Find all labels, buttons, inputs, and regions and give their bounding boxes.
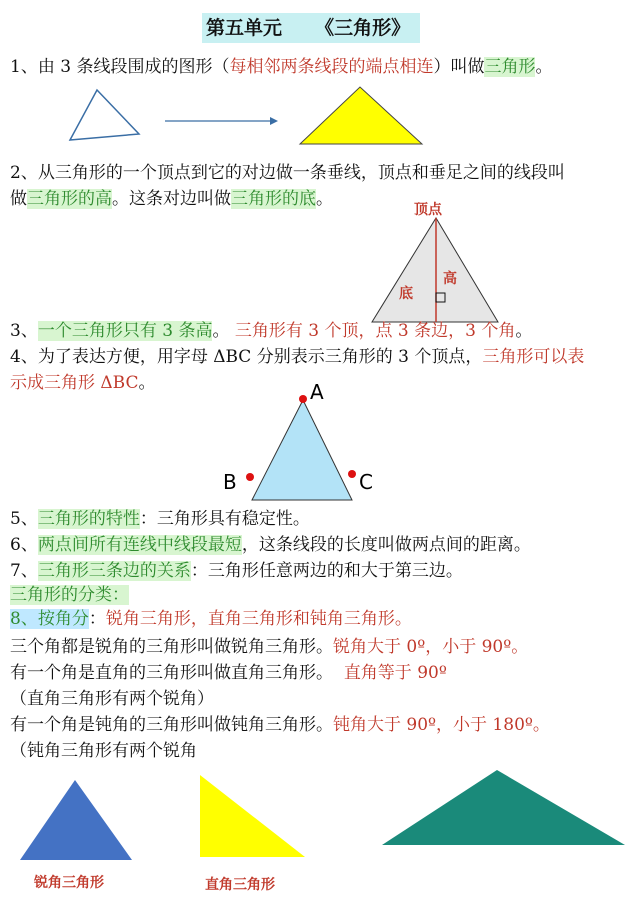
- vertex-c-dot: [348, 470, 356, 478]
- obtuse-note: （钝角三角形有两个锐角: [10, 741, 197, 761]
- height-label: 高: [443, 271, 457, 287]
- item-2-line-2: 做三角形的高。这条对边叫做三角形的底。: [10, 189, 333, 209]
- page-title: [202, 13, 420, 43]
- obtuse-definition: 有一个角是钝角的三角形叫做钝角三角形。钝角大于 90º，小于 180º。: [10, 715, 550, 735]
- obtuse-triangle: [382, 770, 625, 845]
- right-caption: 直角三角形: [205, 877, 275, 893]
- item-4-line-1: 4、为了表达方便，用字母 ΔBC 分别表示三角形的 3 个顶点，三角形可以表: [10, 347, 585, 367]
- vertex-label: 顶点: [414, 202, 442, 218]
- item-4-line-2: 示成三角形 ΔBC。: [10, 373, 156, 393]
- vertex-b-dot: [246, 473, 254, 481]
- topic-label: 《三角形》: [315, 17, 411, 39]
- right-note: （直角三角形有两个锐角）: [10, 689, 214, 709]
- item-8: 8、按角分：锐角三角形，直角三角形和钝角三角形。: [10, 609, 412, 629]
- acute-triangle: [20, 780, 132, 860]
- yellow-triangle: [300, 87, 422, 144]
- vertex-b-label: B: [223, 470, 237, 494]
- outline-triangle: [70, 90, 139, 140]
- abc-triangle: [252, 400, 352, 500]
- base-label: 底: [399, 286, 413, 302]
- classify-heading: 三角形的分类：: [10, 585, 129, 605]
- item-1: 1、由 3 条线段围成的图形（每相邻两条线段的端点相连）叫做三角形。: [10, 57, 553, 77]
- right-definition: 有一个角是直角的三角形叫做直角三角形。 直角等于 90º: [10, 663, 447, 683]
- item-3: 3、一个三角形只有 3 条高。 三角形有 3 个顶，点 3 条边，3 个角。: [10, 321, 533, 341]
- acute-definition: 三个角都是锐角的三角形叫做锐角三角形。锐角大于 0º，小于 90º。: [10, 637, 529, 657]
- figure-1: [60, 82, 430, 147]
- vertex-a-label: A: [310, 380, 324, 404]
- item-5: 5、三角形的特性：三角形具有稳定性。: [10, 509, 310, 529]
- vertex-a-dot: [299, 395, 307, 403]
- acute-caption: 锐角三角形: [34, 875, 104, 891]
- vertex-c-label: C: [359, 470, 373, 494]
- arrow-head-icon: [270, 117, 278, 125]
- item-6: 6、两点间所有连线中线段最短，这条线段的长度叫做两点间的距离。: [10, 535, 531, 555]
- unit-label: 第五单元: [206, 17, 283, 39]
- gray-triangle: [372, 218, 498, 322]
- figure-height: [370, 196, 510, 326]
- item-2-line-1: 2、从三角形的一个顶点到它的对边做一条垂线，顶点和垂足之间的线段叫: [10, 163, 565, 183]
- item-7: 7、三角形三条边的关系：三角形任意两边的和大于第三边。: [10, 561, 463, 581]
- right-triangle: [200, 775, 305, 857]
- figure-abc: [215, 377, 390, 507]
